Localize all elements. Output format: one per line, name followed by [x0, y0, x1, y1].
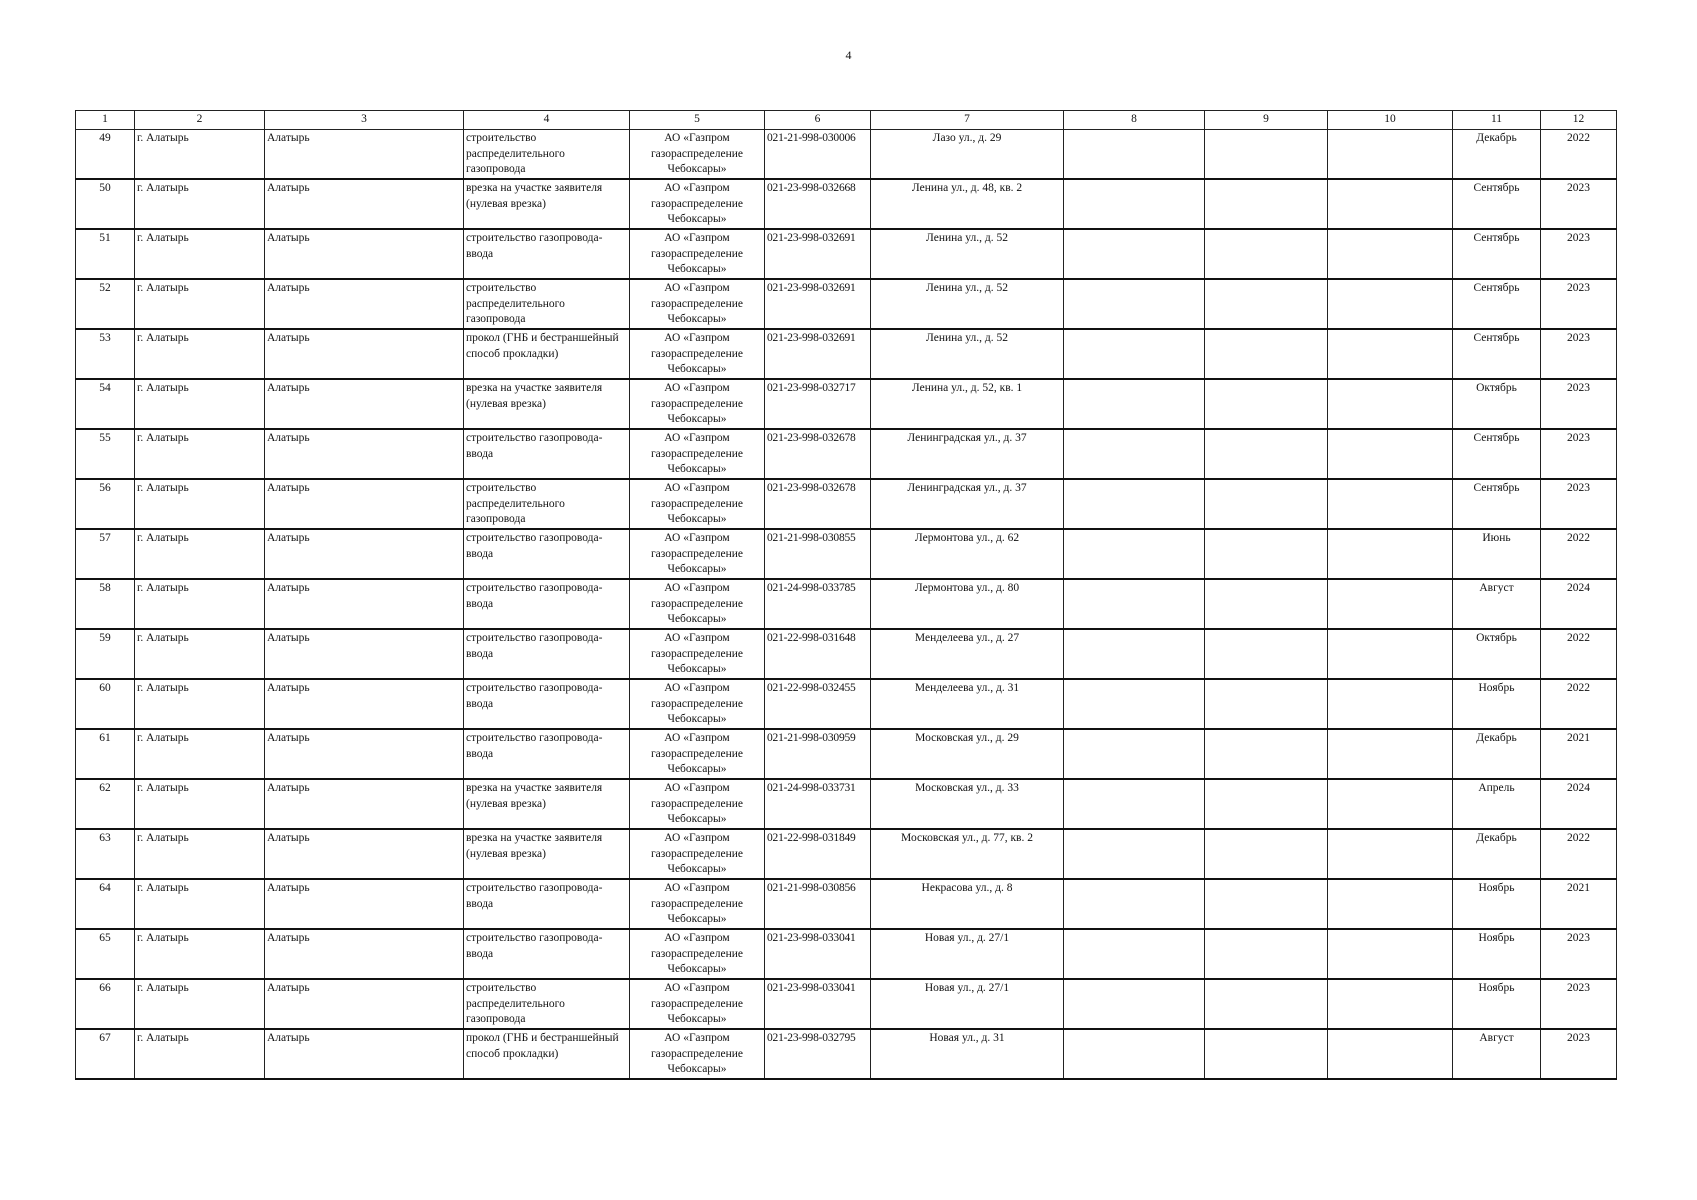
address-cell: Московская ул., д. 29 [871, 729, 1064, 779]
works-table [75, 110, 1617, 1080]
work-type-cell: строительство газопровода-ввода [464, 529, 630, 579]
year-cell: 2023 [1541, 479, 1617, 529]
district-cell: Алатырь [265, 329, 464, 379]
table-body [76, 130, 1617, 1080]
column-8-cell [1064, 529, 1205, 579]
year-cell: 2022 [1541, 629, 1617, 679]
address-cell: Новая ул., д. 27/1 [871, 929, 1064, 979]
month-cell: Сентябрь [1453, 279, 1541, 329]
organization-cell: АО «Газпром газораспределение Чебоксары» [630, 979, 765, 1029]
column-10-cell [1328, 629, 1453, 679]
application-code-cell: 021-22-998-032455 [765, 679, 871, 729]
table-row [76, 879, 1617, 929]
table-row [76, 130, 1617, 180]
row-number-cell: 53 [76, 329, 135, 379]
column-9-cell [1205, 679, 1328, 729]
work-type-cell: строительство распределительного газопровода [464, 279, 630, 329]
column-9-cell [1205, 229, 1328, 279]
row-number-cell: 63 [76, 829, 135, 879]
column-8-cell [1064, 979, 1205, 1029]
column-10-cell [1328, 929, 1453, 979]
column-header-9: 9 [1205, 111, 1328, 130]
settlement-cell: г. Алатырь [135, 679, 265, 729]
column-8-cell [1064, 779, 1205, 829]
year-cell: 2023 [1541, 1029, 1617, 1079]
month-cell: Ноябрь [1453, 979, 1541, 1029]
application-code-cell: 021-23-998-033041 [765, 929, 871, 979]
year-cell: 2023 [1541, 379, 1617, 429]
address-cell: Менделеева ул., д. 31 [871, 679, 1064, 729]
organization-cell: АО «Газпром газораспределение Чебоксары» [630, 429, 765, 479]
column-10-cell [1328, 329, 1453, 379]
district-cell: Алатырь [265, 130, 464, 180]
district-cell: Алатырь [265, 829, 464, 879]
column-9-cell [1205, 779, 1328, 829]
district-cell: Алатырь [265, 479, 464, 529]
address-cell: Некрасова ул., д. 8 [871, 879, 1064, 929]
address-cell: Ленинградская ул., д. 37 [871, 429, 1064, 479]
application-code-cell: 021-22-998-031849 [765, 829, 871, 879]
settlement-cell: г. Алатырь [135, 179, 265, 229]
year-cell: 2023 [1541, 979, 1617, 1029]
column-10-cell [1328, 379, 1453, 429]
district-cell: Алатырь [265, 879, 464, 929]
year-cell: 2023 [1541, 429, 1617, 479]
organization-cell: АО «Газпром газораспределение Чебоксары» [630, 679, 765, 729]
column-10-cell [1328, 579, 1453, 629]
address-cell: Ленина ул., д. 48, кв. 2 [871, 179, 1064, 229]
address-cell: Лазо ул., д. 29 [871, 130, 1064, 180]
settlement-cell: г. Алатырь [135, 379, 265, 429]
year-cell: 2022 [1541, 130, 1617, 180]
column-10-cell [1328, 729, 1453, 779]
table-row [76, 979, 1617, 1029]
district-cell: Алатырь [265, 679, 464, 729]
year-cell: 2024 [1541, 579, 1617, 629]
district-cell: Алатырь [265, 229, 464, 279]
settlement-cell: г. Алатырь [135, 579, 265, 629]
column-header-7: 7 [871, 111, 1064, 130]
column-9-cell [1205, 429, 1328, 479]
column-10-cell [1328, 879, 1453, 929]
district-cell: Алатырь [265, 379, 464, 429]
year-cell: 2022 [1541, 829, 1617, 879]
organization-cell: АО «Газпром газораспределение Чебоксары» [630, 329, 765, 379]
column-9-cell [1205, 279, 1328, 329]
settlement-cell: г. Алатырь [135, 779, 265, 829]
column-8-cell [1064, 479, 1205, 529]
column-10-cell [1328, 229, 1453, 279]
address-cell: Новая ул., д. 27/1 [871, 979, 1064, 1029]
row-number-cell: 57 [76, 529, 135, 579]
application-code-cell: 021-23-998-032668 [765, 179, 871, 229]
column-8-cell [1064, 229, 1205, 279]
column-9-cell [1205, 579, 1328, 629]
header-row [76, 111, 1617, 130]
application-code-cell: 021-23-998-032691 [765, 279, 871, 329]
column-10-cell [1328, 529, 1453, 579]
month-cell: Сентябрь [1453, 329, 1541, 379]
table-row [76, 1029, 1617, 1079]
column-10-cell [1328, 679, 1453, 729]
table-row [76, 529, 1617, 579]
table-row [76, 329, 1617, 379]
work-type-cell: строительство распределительного газопровода [464, 479, 630, 529]
address-cell: Лермонтова ул., д. 62 [871, 529, 1064, 579]
settlement-cell: г. Алатырь [135, 529, 265, 579]
work-type-cell: врезка на участке заявителя (нулевая врезка) [464, 779, 630, 829]
district-cell: Алатырь [265, 729, 464, 779]
work-type-cell: строительство газопровода-ввода [464, 579, 630, 629]
column-8-cell [1064, 1029, 1205, 1079]
district-cell: Алатырь [265, 579, 464, 629]
organization-cell: АО «Газпром газораспределение Чебоксары» [630, 629, 765, 679]
work-type-cell: врезка на участке заявителя (нулевая врезка) [464, 379, 630, 429]
year-cell: 2023 [1541, 229, 1617, 279]
work-type-cell: строительство газопровода-ввода [464, 629, 630, 679]
year-cell: 2022 [1541, 529, 1617, 579]
row-number-cell: 55 [76, 429, 135, 479]
column-9-cell [1205, 979, 1328, 1029]
month-cell: Октябрь [1453, 629, 1541, 679]
column-10-cell [1328, 479, 1453, 529]
table-row [76, 429, 1617, 479]
settlement-cell: г. Алатырь [135, 879, 265, 929]
column-9-cell [1205, 729, 1328, 779]
settlement-cell: г. Алатырь [135, 130, 265, 180]
row-number-cell: 61 [76, 729, 135, 779]
district-cell: Алатырь [265, 629, 464, 679]
district-cell: Алатырь [265, 1029, 464, 1079]
row-number-cell: 65 [76, 929, 135, 979]
address-cell: Лермонтова ул., д. 80 [871, 579, 1064, 629]
row-number-cell: 62 [76, 779, 135, 829]
table-row [76, 729, 1617, 779]
year-cell: 2022 [1541, 679, 1617, 729]
address-cell: Ленинградская ул., д. 37 [871, 479, 1064, 529]
application-code-cell: 021-22-998-031648 [765, 629, 871, 679]
application-code-cell: 021-23-998-032717 [765, 379, 871, 429]
settlement-cell: г. Алатырь [135, 1029, 265, 1079]
organization-cell: АО «Газпром газораспределение Чебоксары» [630, 779, 765, 829]
settlement-cell: г. Алатырь [135, 629, 265, 679]
table-row [76, 379, 1617, 429]
month-cell: Декабрь [1453, 829, 1541, 879]
column-9-cell [1205, 329, 1328, 379]
column-9-cell [1205, 1029, 1328, 1079]
month-cell: Декабрь [1453, 729, 1541, 779]
work-type-cell: строительство газопровода-ввода [464, 229, 630, 279]
organization-cell: АО «Газпром газораспределение Чебоксары» [630, 279, 765, 329]
month-cell: Сентябрь [1453, 179, 1541, 229]
column-10-cell [1328, 979, 1453, 1029]
column-10-cell [1328, 829, 1453, 879]
row-number-cell: 60 [76, 679, 135, 729]
month-cell: Август [1453, 1029, 1541, 1079]
column-header-5: 5 [630, 111, 765, 130]
organization-cell: АО «Газпром газораспределение Чебоксары» [630, 729, 765, 779]
work-type-cell: строительство распределительного газопровода [464, 979, 630, 1029]
column-9-cell [1205, 879, 1328, 929]
settlement-cell: г. Алатырь [135, 229, 265, 279]
work-type-cell: строительство газопровода-ввода [464, 929, 630, 979]
column-header-4: 4 [464, 111, 630, 130]
table-row [76, 779, 1617, 829]
year-cell: 2021 [1541, 879, 1617, 929]
organization-cell: АО «Газпром газораспределение Чебоксары» [630, 229, 765, 279]
organization-cell: АО «Газпром газораспределение Чебоксары» [630, 929, 765, 979]
column-8-cell [1064, 130, 1205, 180]
month-cell: Октябрь [1453, 379, 1541, 429]
district-cell: Алатырь [265, 529, 464, 579]
year-cell: 2023 [1541, 329, 1617, 379]
row-number-cell: 51 [76, 229, 135, 279]
column-8-cell [1064, 829, 1205, 879]
district-cell: Алатырь [265, 279, 464, 329]
row-number-cell: 59 [76, 629, 135, 679]
work-type-cell: врезка на участке заявителя (нулевая врезка) [464, 829, 630, 879]
column-9-cell [1205, 629, 1328, 679]
address-cell: Ленина ул., д. 52 [871, 329, 1064, 379]
organization-cell: АО «Газпром газораспределение Чебоксары» [630, 829, 765, 879]
settlement-cell: г. Алатырь [135, 429, 265, 479]
column-header-12: 12 [1541, 111, 1617, 130]
settlement-cell: г. Алатырь [135, 279, 265, 329]
column-9-cell [1205, 179, 1328, 229]
column-header-2: 2 [135, 111, 265, 130]
work-type-cell: строительство распределительного газопровода [464, 130, 630, 180]
table-row [76, 229, 1617, 279]
application-code-cell: 021-23-998-032678 [765, 429, 871, 479]
year-cell: 2023 [1541, 929, 1617, 979]
column-9-cell [1205, 929, 1328, 979]
column-10-cell [1328, 279, 1453, 329]
organization-cell: АО «Газпром газораспределение Чебоксары» [630, 879, 765, 929]
address-cell: Ленина ул., д. 52, кв. 1 [871, 379, 1064, 429]
address-cell: Менделеева ул., д. 27 [871, 629, 1064, 679]
table-row [76, 629, 1617, 679]
row-number-cell: 50 [76, 179, 135, 229]
application-code-cell: 021-23-998-032691 [765, 229, 871, 279]
column-10-cell [1328, 1029, 1453, 1079]
column-header-10: 10 [1328, 111, 1453, 130]
settlement-cell: г. Алатырь [135, 729, 265, 779]
application-code-cell: 021-23-998-032678 [765, 479, 871, 529]
table-row [76, 179, 1617, 229]
month-cell: Ноябрь [1453, 879, 1541, 929]
column-header-6: 6 [765, 111, 871, 130]
month-cell: Сентябрь [1453, 479, 1541, 529]
column-8-cell [1064, 679, 1205, 729]
column-10-cell [1328, 130, 1453, 180]
row-number-cell: 52 [76, 279, 135, 329]
column-8-cell [1064, 329, 1205, 379]
column-8-cell [1064, 429, 1205, 479]
work-type-cell: строительство газопровода-ввода [464, 729, 630, 779]
column-10-cell [1328, 179, 1453, 229]
work-type-cell: строительство газопровода-ввода [464, 879, 630, 929]
work-type-cell: строительство газопровода-ввода [464, 679, 630, 729]
organization-cell: АО «Газпром газораспределение Чебоксары» [630, 479, 765, 529]
organization-cell: АО «Газпром газораспределение Чебоксары» [630, 579, 765, 629]
column-10-cell [1328, 779, 1453, 829]
column-8-cell [1064, 629, 1205, 679]
column-8-cell [1064, 279, 1205, 329]
column-9-cell [1205, 829, 1328, 879]
table-row [76, 929, 1617, 979]
application-code-cell: 021-24-998-033731 [765, 779, 871, 829]
month-cell: Сентябрь [1453, 229, 1541, 279]
row-number-cell: 66 [76, 979, 135, 1029]
work-type-cell: прокол (ГНБ и бестраншейный способ прокладки) [464, 1029, 630, 1079]
column-9-cell [1205, 529, 1328, 579]
organization-cell: АО «Газпром газораспределение Чебоксары» [630, 529, 765, 579]
application-code-cell: 021-23-998-032691 [765, 329, 871, 379]
application-code-cell: 021-21-998-030855 [765, 529, 871, 579]
row-number-cell: 54 [76, 379, 135, 429]
organization-cell: АО «Газпром газораспределение Чебоксары» [630, 379, 765, 429]
column-8-cell [1064, 179, 1205, 229]
column-8-cell [1064, 379, 1205, 429]
district-cell: Алатырь [265, 179, 464, 229]
address-cell: Новая ул., д. 31 [871, 1029, 1064, 1079]
table-row [76, 579, 1617, 629]
column-8-cell [1064, 879, 1205, 929]
row-number-cell: 56 [76, 479, 135, 529]
address-cell: Ленина ул., д. 52 [871, 229, 1064, 279]
year-cell: 2024 [1541, 779, 1617, 829]
district-cell: Алатырь [265, 929, 464, 979]
column-10-cell [1328, 429, 1453, 479]
settlement-cell: г. Алатырь [135, 479, 265, 529]
column-header-8: 8 [1064, 111, 1205, 130]
month-cell: Апрель [1453, 779, 1541, 829]
application-code-cell: 021-21-998-030959 [765, 729, 871, 779]
application-code-cell: 021-21-998-030856 [765, 879, 871, 929]
application-code-cell: 021-23-998-033041 [765, 979, 871, 1029]
row-number-cell: 49 [76, 130, 135, 180]
application-code-cell: 021-23-998-032795 [765, 1029, 871, 1079]
column-header-1: 1 [76, 111, 135, 130]
address-cell: Московская ул., д. 33 [871, 779, 1064, 829]
column-9-cell [1205, 479, 1328, 529]
column-header-11: 11 [1453, 111, 1541, 130]
month-cell: Ноябрь [1453, 929, 1541, 979]
table-row [76, 279, 1617, 329]
address-cell: Ленина ул., д. 52 [871, 279, 1064, 329]
application-code-cell: 021-21-998-030006 [765, 130, 871, 180]
month-cell: Ноябрь [1453, 679, 1541, 729]
table-row [76, 829, 1617, 879]
column-9-cell [1205, 130, 1328, 180]
settlement-cell: г. Алатырь [135, 979, 265, 1029]
settlement-cell: г. Алатырь [135, 929, 265, 979]
organization-cell: АО «Газпром газораспределение Чебоксары» [630, 179, 765, 229]
month-cell: Август [1453, 579, 1541, 629]
month-cell: Декабрь [1453, 130, 1541, 180]
settlement-cell: г. Алатырь [135, 329, 265, 379]
row-number-cell: 67 [76, 1029, 135, 1079]
organization-cell: АО «Газпром газораспределение Чебоксары» [630, 130, 765, 180]
column-8-cell [1064, 729, 1205, 779]
row-number-cell: 58 [76, 579, 135, 629]
district-cell: Алатырь [265, 779, 464, 829]
table-row [76, 679, 1617, 729]
column-8-cell [1064, 579, 1205, 629]
month-cell: Сентябрь [1453, 429, 1541, 479]
district-cell: Алатырь [265, 429, 464, 479]
settlement-cell: г. Алатырь [135, 829, 265, 879]
address-cell: Московская ул., д. 77, кв. 2 [871, 829, 1064, 879]
application-code-cell: 021-24-998-033785 [765, 579, 871, 629]
column-8-cell [1064, 929, 1205, 979]
month-cell: Июнь [1453, 529, 1541, 579]
year-cell: 2023 [1541, 279, 1617, 329]
table-row [76, 479, 1617, 529]
work-type-cell: прокол (ГНБ и бестраншейный способ прокладки) [464, 329, 630, 379]
column-9-cell [1205, 379, 1328, 429]
work-type-cell: строительство газопровода-ввода [464, 429, 630, 479]
district-cell: Алатырь [265, 979, 464, 1029]
organization-cell: АО «Газпром газораспределение Чебоксары» [630, 1029, 765, 1079]
row-number-cell: 64 [76, 879, 135, 929]
page-number: 4 [845, 48, 852, 62]
year-cell: 2023 [1541, 179, 1617, 229]
column-header-3: 3 [265, 111, 464, 130]
work-type-cell: врезка на участке заявителя (нулевая врезка) [464, 179, 630, 229]
year-cell: 2021 [1541, 729, 1617, 779]
